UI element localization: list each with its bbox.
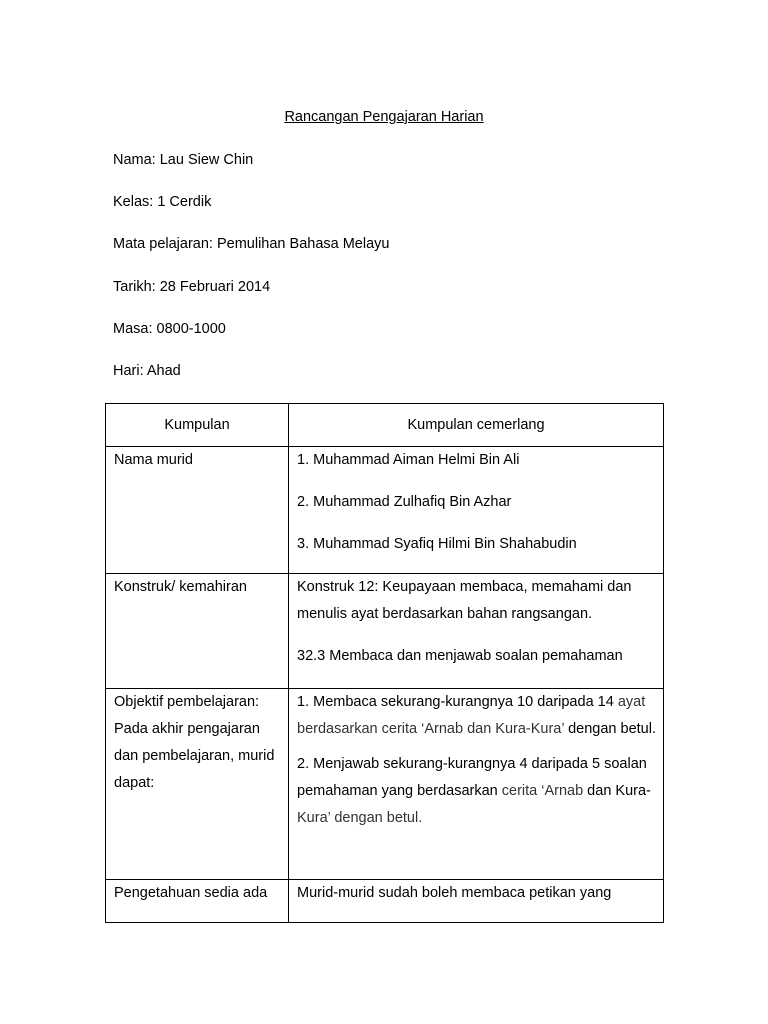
field-hari: Hari: Ahad [113,363,181,379]
pengetahuan-content: Murid-murid sudah boleh membaca petikan yang [289,880,664,923]
page-title: Rancangan Pengajaran Harian [284,109,484,125]
table-row [106,447,664,574]
field-kelas: Kelas: 1 Cerdik [113,194,212,210]
lesson-plan-table [105,403,664,923]
objective-text: cerita ‘Arnab [501,783,584,799]
konstruk-line: 32.3 Membaca dan menjawab soalan pemahaman [297,648,623,664]
table-row [106,689,664,880]
table-row [106,880,664,923]
field-mata-pelajaran: Mata pelajaran: Pemulihan Bahasa Melayu [113,236,390,252]
table-row [106,574,664,689]
objective-text: Kura’ dengan betul. [297,810,423,826]
objective-item-2 [297,751,657,832]
table-header-row [106,404,664,447]
header-kumpulan-cemerlang: Kumpulan cemerlang [289,404,664,447]
field-masa: Masa: 0800-1000 [113,321,226,337]
student-list [289,447,664,574]
student-item: 2. Muhammad Zulhafiq Bin Azhar [297,494,512,510]
student-item: 1. Muhammad Aiman Helmi Bin Ali [297,452,520,468]
objective-text: ayat berdasarkan cerita ‘Arnab dan Kura-Kura’ [297,694,646,737]
objective-item-1 [297,689,657,743]
field-nama: Nama: Lau Siew Chin [113,152,254,168]
konstruk-content [289,574,664,689]
objective-text: dan Kura- [583,783,651,799]
label-objektif: Objektif pembelajaran: Pada akhir pengajaran dan pembelajaran, murid dapat: [106,689,289,880]
objektif-content [289,689,664,880]
konstruk-line: Konstruk 12: Keupayaan membaca, memahami dan menulis ayat berdasarkan bahan rangsangan. [297,579,632,622]
objective-text: 1. Membaca sekurang-kurangnya 10 daripada 14 [297,694,618,710]
label-pengetahuan: Pengetahuan sedia ada [106,880,289,923]
objective-text: 2. Menjawab sekurang-kurangnya 4 daripada 5 soalan pemahaman yang berdasarkan [297,756,647,799]
objective-text: dengan betul. [564,721,656,737]
student-item: 3. Muhammad Syafiq Hilmi Bin Shahabudin [297,536,577,552]
label-nama-murid: Nama murid [106,447,289,574]
label-konstruk: Konstruk/ kemahiran [106,574,289,689]
field-tarikh: Tarikh: 28 Februari 2014 [113,279,271,295]
header-kumpulan: Kumpulan [106,404,289,447]
